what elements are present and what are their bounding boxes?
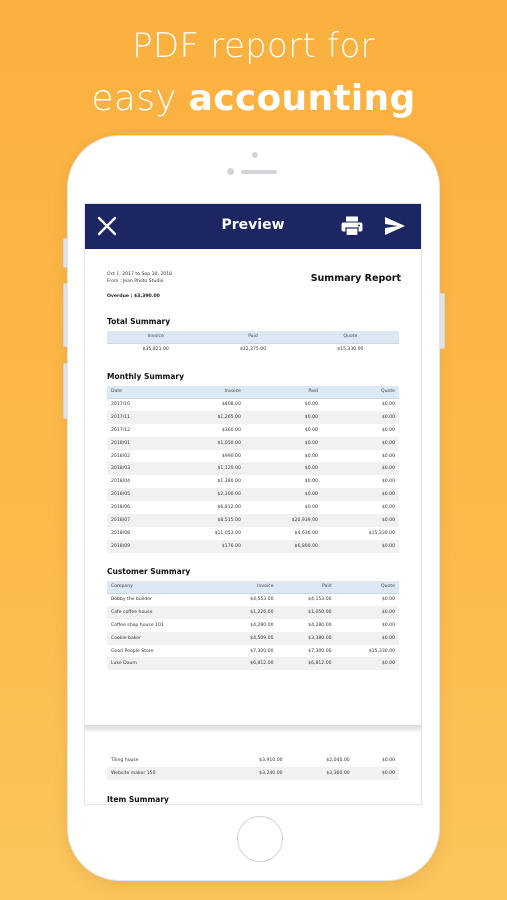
table-cell: $1,120.00	[168, 462, 245, 475]
column-header: Invoice	[107, 331, 204, 343]
table-cell: 2018/09	[107, 540, 168, 553]
table-row	[107, 437, 399, 450]
column-header: Invoice	[220, 581, 278, 593]
table-row	[107, 593, 399, 606]
table-cell: $0.00	[336, 606, 399, 619]
customer-summary-continued-table	[107, 754, 399, 780]
table-row	[107, 514, 399, 527]
column-header: Paid	[278, 581, 336, 593]
table-cell: 2018/05	[107, 488, 168, 501]
table-cell: 2017/10	[111, 402, 131, 408]
table-cell: $1,265.00	[168, 411, 245, 424]
table-row	[107, 398, 399, 411]
item-summary-title: Item Summary	[107, 795, 169, 804]
table-cell: Coffee shop house 101	[111, 622, 164, 628]
table-cell: $0.00	[381, 427, 395, 433]
monthly-summary-table	[107, 386, 399, 553]
table-row	[107, 527, 399, 540]
table-cell: $11,053.00	[214, 530, 241, 536]
table-cell: $0.00	[381, 402, 395, 408]
table-cell: 2018/04	[111, 479, 131, 485]
table-row	[107, 754, 399, 767]
total-summary-title: Total Summary	[107, 317, 171, 326]
table-cell: 2018/02	[111, 453, 131, 459]
table-cell: 2017/12	[111, 427, 131, 433]
table-cell: $0.00	[322, 488, 399, 501]
table-cell: $0.00	[381, 597, 395, 603]
table-cell: $0.00	[322, 540, 399, 553]
promo-headline-bold: accounting	[188, 78, 416, 119]
table-header-row	[107, 581, 399, 593]
table-cell: $4,153.00	[308, 597, 332, 603]
preview-navbar	[85, 204, 421, 249]
column-header: Paid	[245, 386, 322, 398]
table-cell: 2017/11	[107, 411, 168, 424]
table-cell: $0.00	[336, 632, 399, 645]
printer-icon[interactable]	[341, 216, 363, 236]
send-icon[interactable]	[384, 216, 406, 236]
table-cell: Tiling house	[111, 757, 139, 763]
table-cell: $1,226.00	[220, 606, 278, 619]
table-cell: $808.00	[221, 402, 241, 408]
table-row	[107, 767, 399, 780]
table-cell: Good People Store	[111, 648, 154, 654]
table-cell: $3,380.00	[278, 632, 336, 645]
column-header: Quote	[336, 581, 399, 593]
page-break-divider	[85, 725, 422, 733]
table-cell: $0.00	[245, 411, 322, 424]
table-cell: Cafe coffee house	[107, 606, 220, 619]
table-row	[107, 501, 399, 514]
customer-summary-continued-body	[107, 754, 399, 780]
table-cell: $2,300.00	[168, 488, 245, 501]
proximity-sensor	[227, 168, 234, 175]
table-row	[107, 462, 399, 475]
table-cell: $0.00	[336, 657, 399, 670]
promo-headline-prefix: easy	[91, 78, 189, 119]
table-row	[107, 475, 399, 488]
table-cell: $15,330.00	[368, 530, 395, 536]
table-row	[107, 619, 399, 632]
table-cell: $0.00	[245, 488, 322, 501]
table-cell: $4,280.00	[308, 622, 332, 628]
table-cell: $3,360.00	[287, 767, 354, 780]
table-cell: $8,515.00	[168, 514, 245, 527]
table-cell: 2018/06	[111, 505, 131, 511]
table-cell: Website maker 150	[107, 767, 219, 780]
table-cell: $0.00	[304, 402, 318, 408]
table-cell: $360.00	[221, 427, 241, 433]
table-row	[107, 645, 399, 658]
page-title: Preview	[221, 217, 285, 233]
table-row	[107, 450, 399, 463]
table-cell: Bobby the builder	[111, 597, 152, 603]
promo-headline-line2	[0, 78, 507, 119]
column-header: Date	[107, 386, 168, 398]
table-row	[107, 343, 399, 356]
table-row	[107, 424, 399, 437]
table-cell: $4,509.00	[220, 632, 278, 645]
table-cell: $15,330.00	[337, 347, 364, 353]
table-cell: $0.00	[245, 462, 322, 475]
table-cell: $0.00	[354, 767, 399, 780]
table-cell: $0.00	[322, 462, 399, 475]
table-cell: $0.00	[304, 479, 318, 485]
report-overdue: Overdue : $3,390.00	[107, 294, 160, 299]
front-camera	[252, 152, 258, 158]
table-cell: $35,821.00	[142, 347, 169, 353]
table-cell: $0.00	[245, 437, 322, 450]
table-cell: $990.00	[221, 453, 241, 459]
table-cell: $3,240.00	[219, 767, 286, 780]
customer-summary-title: Customer Summary	[107, 567, 191, 576]
table-cell: $0.00	[304, 427, 318, 433]
table-cell: Cookie baker	[107, 632, 220, 645]
table-header-row	[107, 386, 399, 398]
table-cell: $4,636.00	[294, 530, 318, 536]
table-cell: $176.00	[168, 540, 245, 553]
table-cell: 2018/08	[111, 530, 131, 536]
earpiece-speaker	[241, 170, 277, 174]
table-row	[107, 540, 399, 553]
table-cell: $7,300.00	[308, 648, 332, 654]
table-cell: $3,910.00	[259, 757, 283, 763]
table-cell: 2018/01	[107, 437, 168, 450]
table-cell: $0.00	[381, 622, 395, 628]
table-header-row	[107, 331, 399, 343]
table-cell: $0.00	[381, 505, 395, 511]
column-header: Quote	[322, 386, 399, 398]
table-cell: $4,553.00	[250, 597, 274, 603]
home-button[interactable]	[237, 816, 283, 862]
table-cell: $0.00	[322, 437, 399, 450]
report-meta	[107, 271, 172, 300]
table-cell: $15,330.00	[368, 648, 395, 654]
table-cell: $6,800.00	[245, 540, 322, 553]
customer-summary-table	[107, 581, 399, 670]
table-row	[107, 488, 399, 501]
table-cell: $2,040.00	[326, 757, 350, 763]
table-cell: $4,280.00	[250, 622, 274, 628]
table-cell: 2018/07	[107, 514, 168, 527]
report-title: Summary Report	[310, 273, 401, 284]
monthly-summary-title: Monthly Summary	[107, 372, 184, 381]
table-cell: $0.00	[381, 453, 395, 459]
column-header: Paid	[204, 331, 301, 343]
table-cell: $20,939.00	[245, 514, 322, 527]
table-row	[107, 632, 399, 645]
table-cell: $1,050.00	[278, 606, 336, 619]
total-summary-table	[107, 331, 399, 356]
promo-headline-line1: PDF report for	[132, 26, 375, 66]
column-header: Quote	[302, 331, 399, 343]
table-cell: $0.00	[381, 479, 395, 485]
column-header: Invoice	[168, 386, 245, 398]
table-cell: $7,300.00	[250, 648, 274, 654]
table-cell: 2018/03	[107, 462, 168, 475]
table-cell: $6,812.00	[278, 657, 336, 670]
table-cell: $0.00	[381, 757, 395, 763]
table-cell: $1,050.00	[168, 437, 245, 450]
table-cell: $0.00	[322, 514, 399, 527]
customer-summary-body	[107, 593, 399, 670]
table-row	[107, 657, 399, 670]
table-cell: $32,375.00	[239, 347, 267, 353]
table-cell: $1,380.00	[217, 479, 241, 485]
app-screen	[84, 203, 422, 805]
column-header: Company	[107, 581, 220, 593]
table-cell: $6,812.00	[220, 657, 278, 670]
report-from: From : Jean Photo Studio	[107, 279, 164, 284]
monthly-summary-body	[107, 398, 399, 553]
table-row	[107, 411, 399, 424]
table-cell: $0.00	[304, 505, 318, 511]
table-cell: Luke Daum	[107, 657, 220, 670]
report-date-range: Oct 1, 2017 to Sep 30, 2018	[107, 272, 173, 277]
table-cell: $0.00	[322, 411, 399, 424]
table-cell: $0.00	[304, 453, 318, 459]
table-row	[107, 606, 399, 619]
table-cell: $6,812.00	[217, 505, 241, 511]
